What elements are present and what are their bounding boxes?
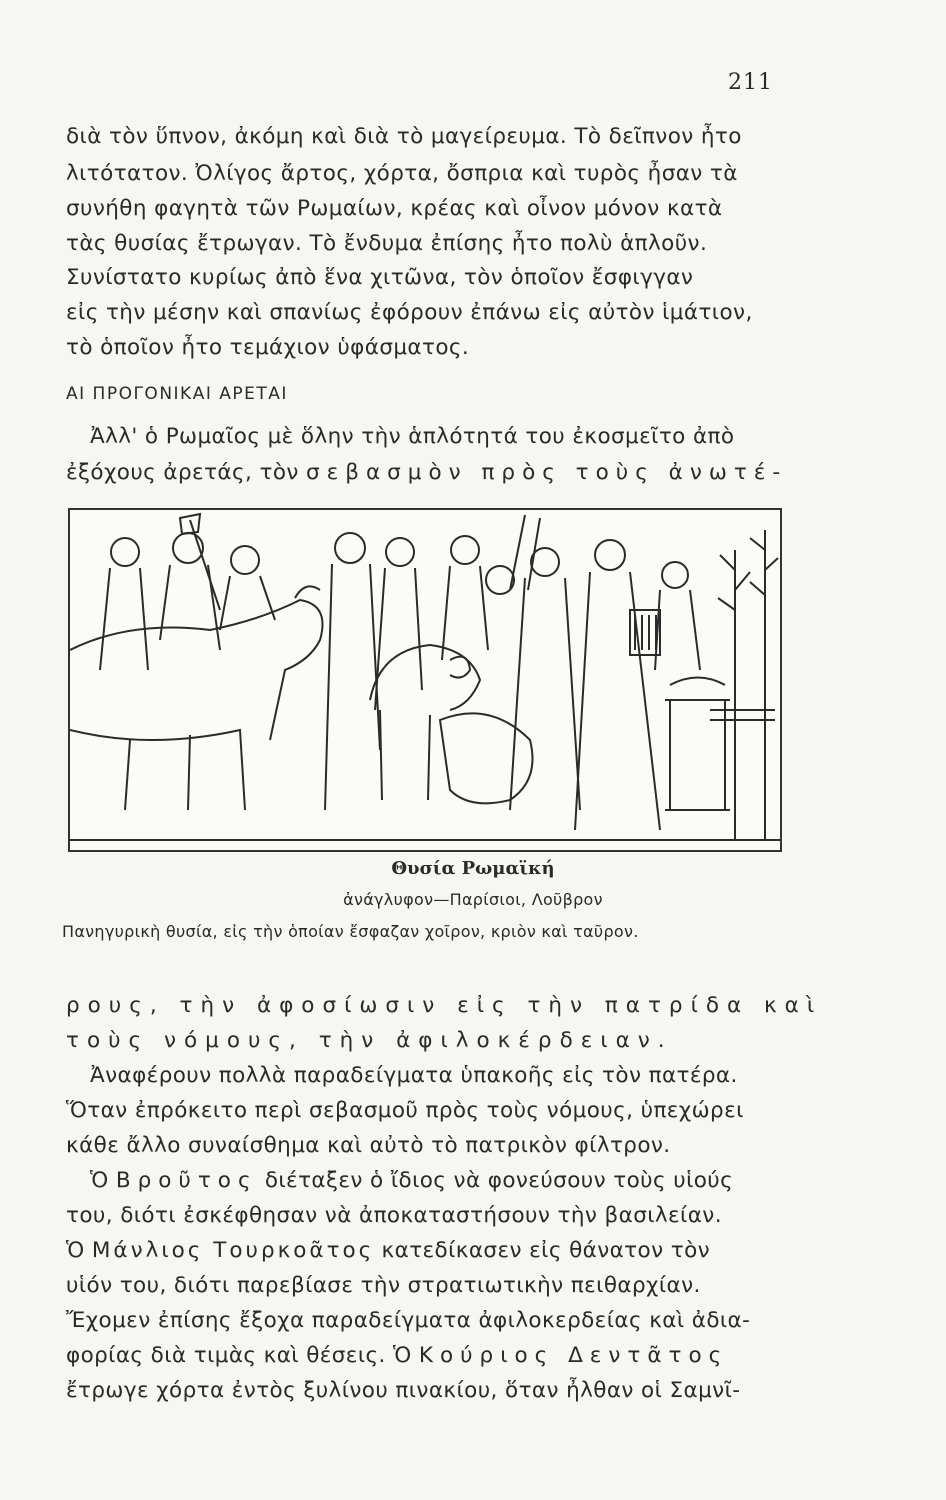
figure-head	[386, 538, 414, 566]
figure-head	[595, 540, 625, 570]
text-line	[90, 1168, 733, 1194]
text-plain: φορίας διὰ τιμὰς καὶ θέσεις. Ὁ	[66, 1343, 419, 1368]
figure-title: Θυσία Ρωμαϊκή	[391, 858, 555, 879]
section-heading: ΑΙ ΠΡΟΓΟΝΙΚΑΙ ΑΡΕΤΑΙ	[66, 384, 288, 404]
figure-body	[442, 566, 488, 660]
laurel-trunks	[735, 530, 765, 840]
figure-head	[231, 546, 259, 574]
text-line: Συνίστατο κυρίως ἀπὸ ἕνα χιτῶνα, τὸν ὁποῖον ἔσφιγγαν	[66, 265, 694, 290]
sacrifice-relief-illustration	[68, 508, 782, 852]
text-plain: Ὁ	[90, 1168, 116, 1193]
figure-body	[375, 568, 422, 710]
axe-head	[180, 514, 200, 534]
text-line: εἰς τὴν μέσην καὶ σπανίως ἐφόρουν ἐπάνω εἰς αὐτὸν ἱμάτιον,	[66, 300, 753, 325]
text-line: λιτότατον. Ὀλίγος ἄρτος, χόρτα, ὄσπρια καὶ τυρὸς ἦσαν τὰ	[66, 161, 738, 186]
text-plain: Ὁ	[66, 1238, 92, 1263]
text-line	[66, 1238, 710, 1264]
text-line: τὸ ὁποῖον ἦτο τεμάχιον ὑφάσματος.	[66, 335, 470, 360]
text-plain: ἐξόχους ἀρετάς, τὸν	[66, 460, 307, 485]
altar	[670, 700, 725, 810]
text-plain: διέταξεν ὁ ἴδιος νὰ φονεύσουν τοὺς υἱούς	[257, 1168, 734, 1193]
figure-subtitle: ἀνάγλυφον—Παρίσιοι, Λοῦβρον	[343, 890, 603, 909]
person-name: Κούριος Δεντᾶτος	[418, 1343, 729, 1368]
bull-horn	[295, 586, 320, 598]
figure-body	[220, 576, 275, 630]
figure-head	[451, 536, 479, 564]
person-name: Μάνλιος Τουρκοᾶτος	[91, 1238, 375, 1263]
text-line	[66, 1343, 728, 1369]
laurel-branches	[718, 538, 778, 610]
relief-drawing	[70, 510, 780, 850]
text-line: Ἀλλ' ὁ Ρωμαῖος μὲ ὅλην τὴν ἁπλότητά του ἐκοσμεῖτο ἀπὸ	[90, 424, 735, 449]
axe-handle	[190, 520, 220, 610]
figure-body	[325, 564, 380, 810]
figure-body	[100, 568, 148, 670]
figure-description: Πανηγυρικὴ θυσία, εἰς τὴν ὁποίαν ἔσφαζαν χοῖρον, κριὸν καὶ ταῦρον.	[62, 922, 639, 941]
text-line	[66, 460, 787, 486]
text-line: διὰ τὸν ὕπνον, ἀκόμη καὶ διὰ τὸ μαγείρευμα. Τὸ δεῖπνον ἦτο	[66, 124, 742, 149]
text-line: τὰς θυσίας ἔτρωγαν. Τὸ ἔνδυμα ἐπίσης ἦτο πολὺ ἁπλοῦν.	[66, 231, 708, 256]
emphasized-text: σεβασμὸν πρὸς τοὺς ἀνωτέ-	[306, 460, 788, 485]
figure-head	[662, 562, 688, 588]
figure-body	[510, 578, 580, 810]
pig-outline	[440, 713, 533, 803]
ram-horn	[450, 657, 470, 678]
text-line: υἱόν του, διότι παρεβίασε τὴν στρατιωτικὴν πειθαρχίαν.	[66, 1273, 701, 1298]
figure-body	[160, 565, 220, 650]
altar-base	[665, 700, 730, 810]
text-line: κάθε ἄλλο συναίσθημα καὶ αὐτὸ τὸ πατρικὸν φίλτρον.	[66, 1133, 671, 1158]
person-name: Βροῦτος	[115, 1168, 258, 1193]
figure-body	[655, 590, 700, 670]
emphasized-line: τοὺς νόμους, τὴν ἀφιλοκέρδειαν.	[66, 1028, 673, 1053]
altar-offerings	[670, 678, 725, 686]
text-line: ἔτρωγε χόρτα ἐντὸς ξυλίνου πινακίου, ὅταν ἦλθαν οἱ Σαμνῖ-	[66, 1378, 741, 1403]
text-line: Ἔχομεν ἐπίσης ἔξοχα παραδείγματα ἀφιλοκερδείας καὶ ἀδια-	[66, 1308, 751, 1333]
text-plain: κατεδίκασεν εἰς θάνατον τὸν	[374, 1238, 711, 1263]
figure-head	[335, 533, 365, 563]
text-line: Ὅταν ἐπρόκειτο περὶ σεβασμοῦ πρὸς τοὺς νόμους, ὑπεχώρει	[66, 1098, 744, 1123]
figure-head	[111, 538, 139, 566]
text-line: συνήθη φαγητὰ τῶν Ρωμαίων, κρέας καὶ οἶνον μόνον κατὰ	[66, 196, 723, 221]
page-number: 211	[728, 70, 773, 95]
ram-outline	[370, 645, 480, 800]
bull-outline	[70, 600, 323, 810]
text-line: Ἀναφέρουν πολλὰ παραδείγματα ὑπακοῆς εἰς τὸν πατέρα.	[90, 1063, 738, 1088]
text-line: του, διότι ἐσκέφθησαν νὰ ἀποκαταστήσουν τὴν βασιλείαν.	[66, 1203, 722, 1228]
emphasized-line: ρους, τὴν ἀφοσίωσιν εἰς τὴν πατρίδα καὶ	[66, 993, 823, 1018]
